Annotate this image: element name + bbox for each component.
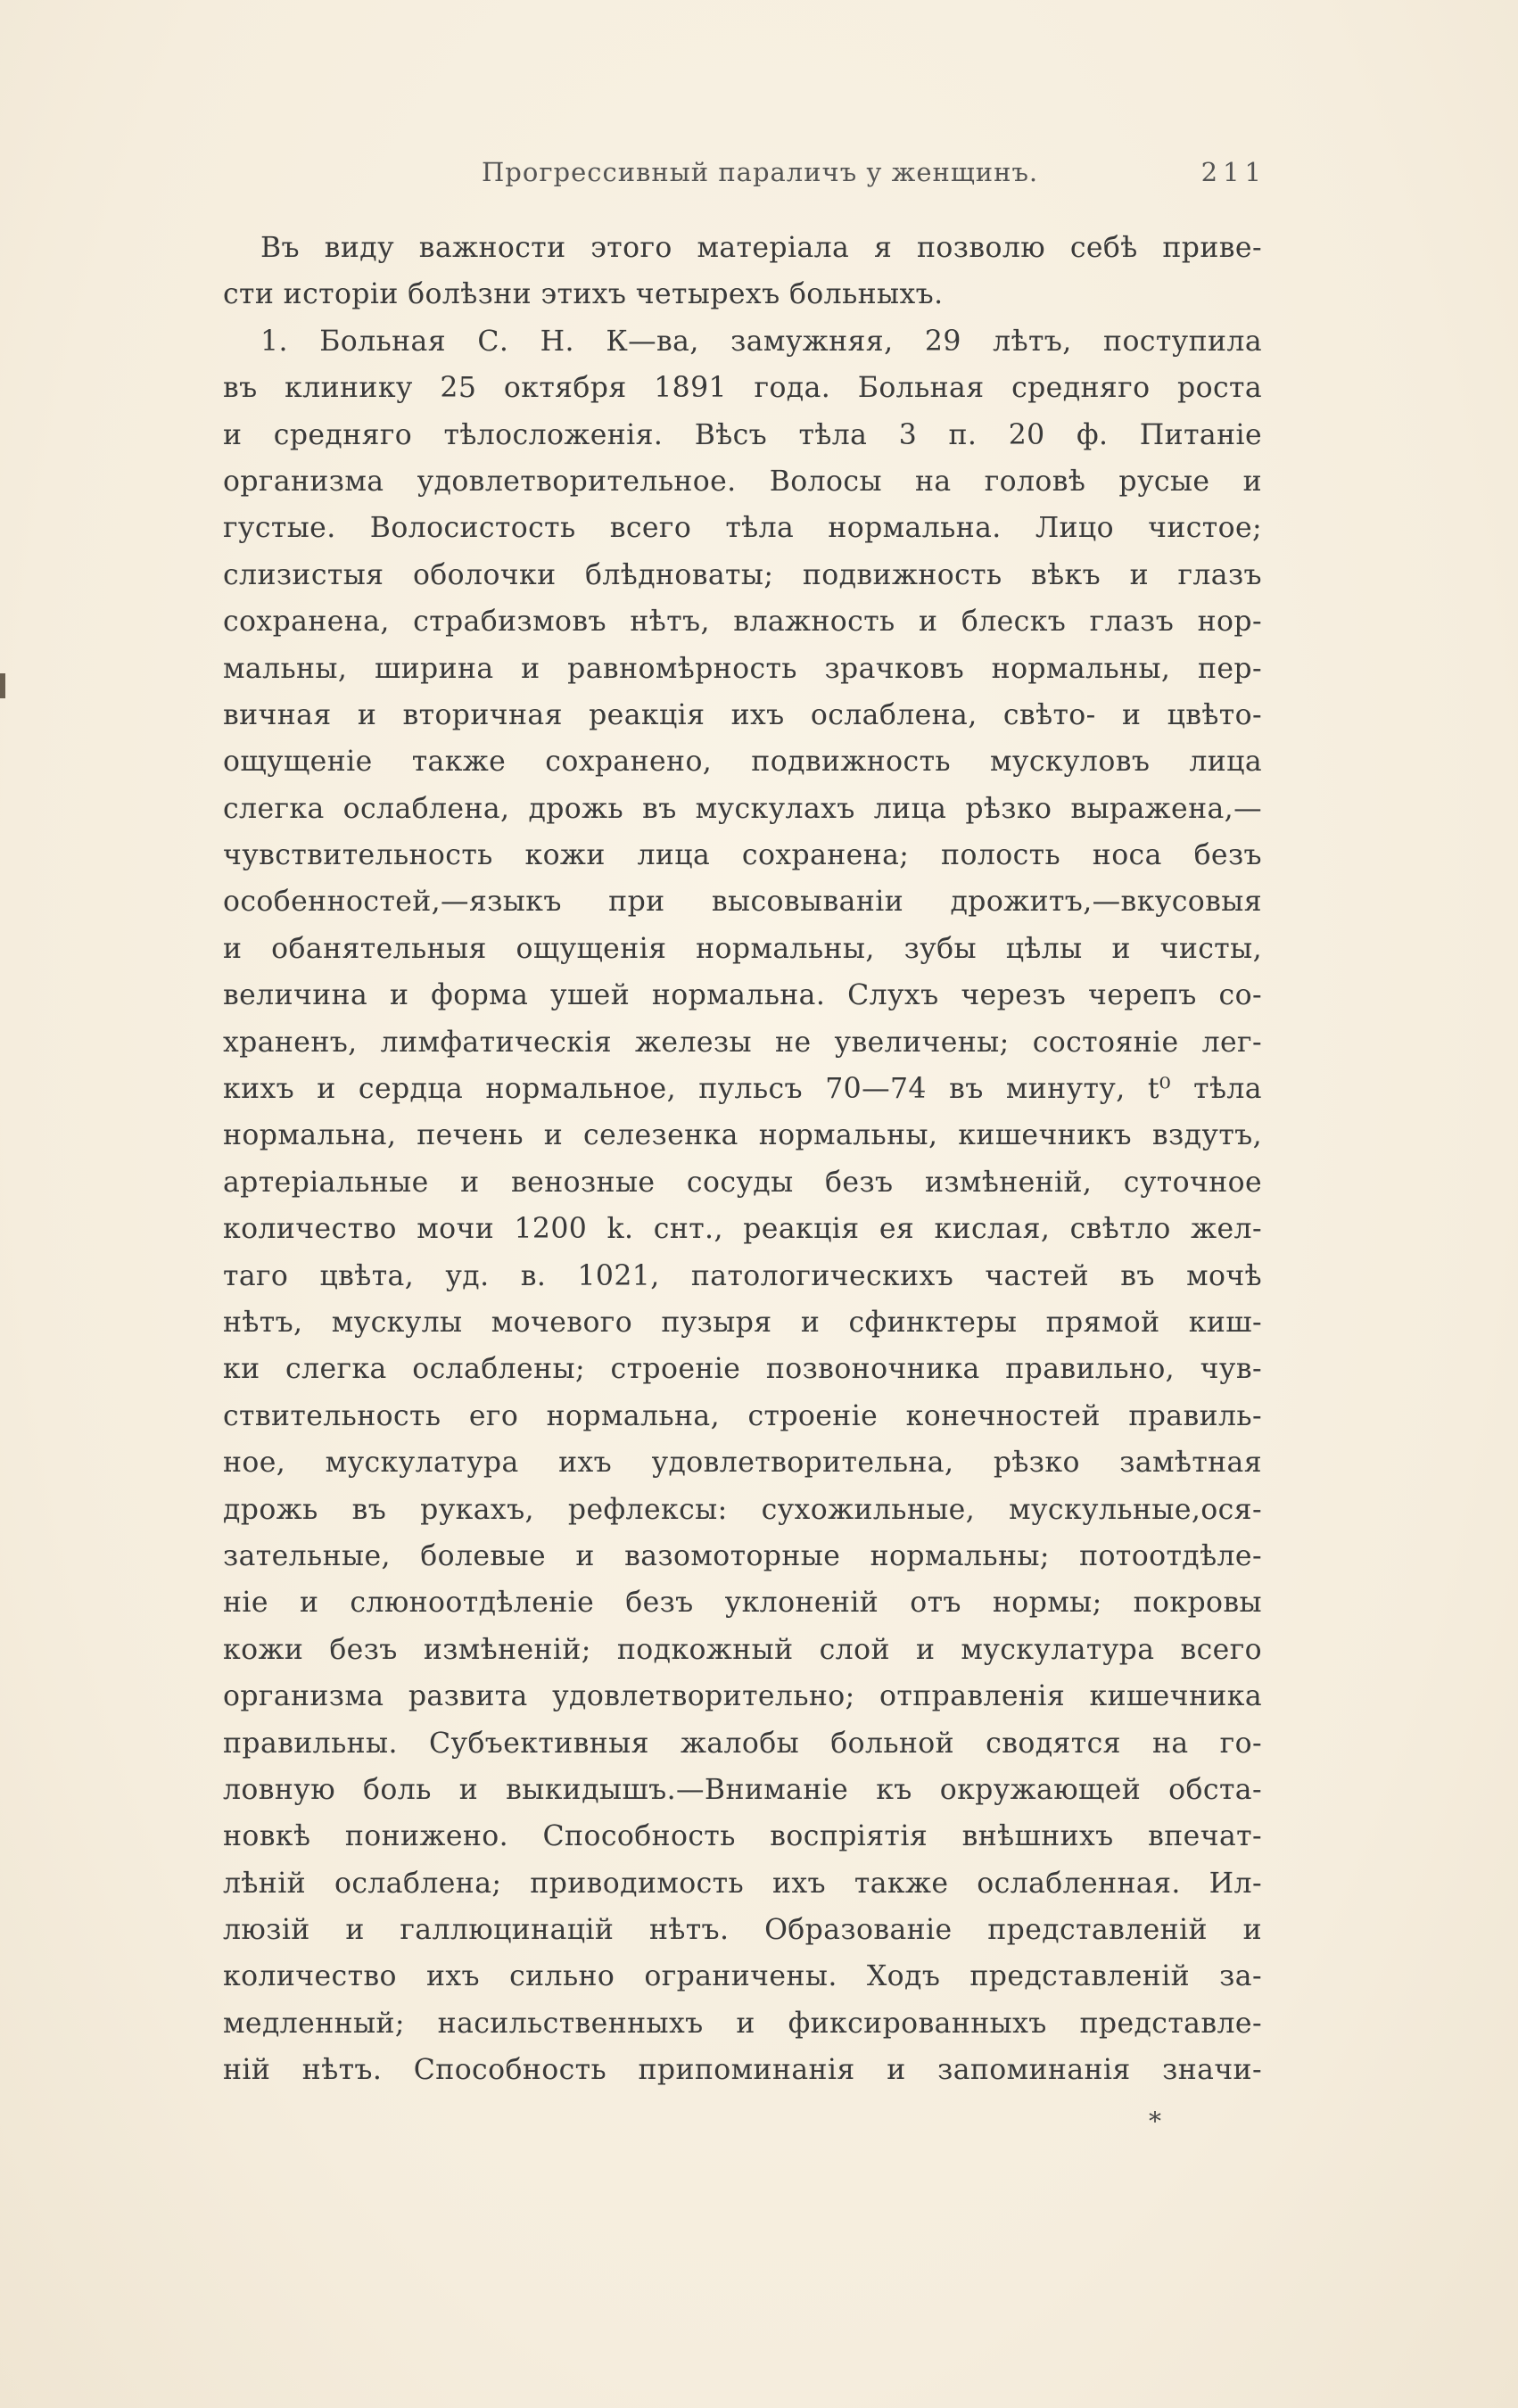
text-line: слизистыя оболочки блѣдноваты; подвижность вѣкъ и глазъ — [223, 558, 1262, 591]
text-line: чувствительность кожи лица сохранена; полость носа безъ — [223, 839, 1262, 872]
text-line: зательные, болевые и вазомоторные нормальны; потоотдѣле- — [223, 1539, 1262, 1572]
text-line: артеріальные и венозные сосуды безъ измѣненій, суточное — [223, 1166, 1262, 1199]
text-line: и обанятельныя ощущенія нормальны, зубы цѣлы и чисты, — [223, 932, 1262, 965]
text-line: вичная и вторичная реакція ихъ ослаблена, свѣто- и цвѣто- — [223, 698, 1262, 731]
text-line: мальны, ширина и равномѣрность зрачковъ нормальны, пер- — [223, 652, 1262, 685]
text-line: новкѣ понижено. Способность воспріятія внѣшнихъ впечат- — [223, 1820, 1262, 1853]
page-header — [241, 157, 1266, 193]
text-line: ній нѣтъ. Способность припоминанія и запоминанія значи- — [223, 2054, 1262, 2087]
text-line: ное, мускулатура ихъ удовлетворительна, рѣзко замѣтная — [223, 1447, 1262, 1480]
margin-mark — [0, 673, 5, 698]
text-line: лѣній ослаблена; приводимость ихъ также ослабленная. Ил- — [223, 1867, 1262, 1900]
text-line: Въ виду важности этого матеріала я позволю себѣ приве- — [260, 232, 1262, 264]
text-line: кихъ и сердца нормальное, пульсъ 70—74 въ минуту, t⁰ тѣла — [223, 1073, 1262, 1106]
running-title: Прогрессивный параличъ у женщинъ. — [482, 157, 1039, 187]
text-line: нѣтъ, мускулы мочевого пузыря и сфинктеры прямой киш- — [223, 1306, 1262, 1339]
text-line: слегка ослаблена, дрожь въ мускулахъ лица рѣзко выражена,— — [223, 792, 1262, 825]
text-line: 1. Больная С. Н. К—ва, замужняя, 29 лѣтъ, поступила — [260, 325, 1262, 358]
signature-mark: * — [1149, 2107, 1161, 2136]
text-line: ніе и слюноотдѣленіе безъ уклоненій отъ нормы; покровы — [223, 1587, 1262, 1620]
page-number: 211 — [1200, 157, 1266, 187]
body-text — [223, 225, 1262, 2094]
text-line: сохранена, страбизмовъ нѣтъ, влажность и блескъ глазъ нор- — [223, 606, 1262, 639]
text-line: люзій и галлюцинацій нѣтъ. Образованіе представленій и — [223, 1914, 1262, 1947]
text-line: дрожь въ рукахъ, рефлексы: сухожильные, мускульные,ося- — [223, 1493, 1262, 1526]
text-line: особенностей,—языкъ при высовываніи дрожитъ,—вкусовыя — [223, 886, 1262, 919]
text-line: медленный; насильственныхъ и фиксированныхъ представле- — [223, 2007, 1262, 2040]
text-line: густые. Волосистость всего тѣла нормальна. Лицо чистое; — [223, 512, 1262, 545]
text-line: нормальна, печень и селезенка нормальны, кишечникъ вздутъ, — [223, 1119, 1262, 1152]
text-line: величина и форма ушей нормальна. Слухъ черезъ черепъ со- — [223, 979, 1262, 1012]
text-line: кожи безъ измѣненій; подкожный слой и мускулатура всего — [223, 1633, 1262, 1666]
text-line: ощущеніе также сохранено, подвижность мускуловъ лица — [223, 746, 1262, 779]
text-line: организма удовлетворительное. Волосы на головѣ русые и — [223, 465, 1262, 498]
text-line: ствительность его нормальна, строеніе конечностей правиль- — [223, 1399, 1262, 1432]
text-line: храненъ, лимфатическія железы не увеличены; состояніе лег- — [223, 1026, 1262, 1059]
text-line: ки слегка ослаблены; строеніе позвоночника правильно, чув- — [223, 1353, 1262, 1386]
text-line: ловную боль и выкидышъ.—Вниманіе къ окружающей обста- — [223, 1773, 1262, 1806]
text-line: и средняго тѣлосложенія. Вѣсъ тѣла 3 п. 20 ф. Питаніе — [223, 418, 1262, 451]
text-line: правильны. Субъективныя жалобы больной сводятся на го- — [223, 1727, 1262, 1760]
text-line: таго цвѣта, уд. в. 1021, патологическихъ частей въ мочѣ — [223, 1259, 1262, 1292]
text-line: количество мочи 1200 k. снт., реакція ея кислая, свѣтло жел- — [223, 1213, 1262, 1246]
text-line: въ клинику 25 октября 1891 года. Больная средняго роста — [223, 372, 1262, 405]
text-line: количество ихъ сильно ограничены. Ходъ представленій за- — [223, 1960, 1262, 1993]
text-line: организма развита удовлетворительно; отправленія кишечника — [223, 1680, 1262, 1713]
text-line: сти исторіи болѣзни этихъ четырехъ больныхъ. — [223, 278, 944, 311]
